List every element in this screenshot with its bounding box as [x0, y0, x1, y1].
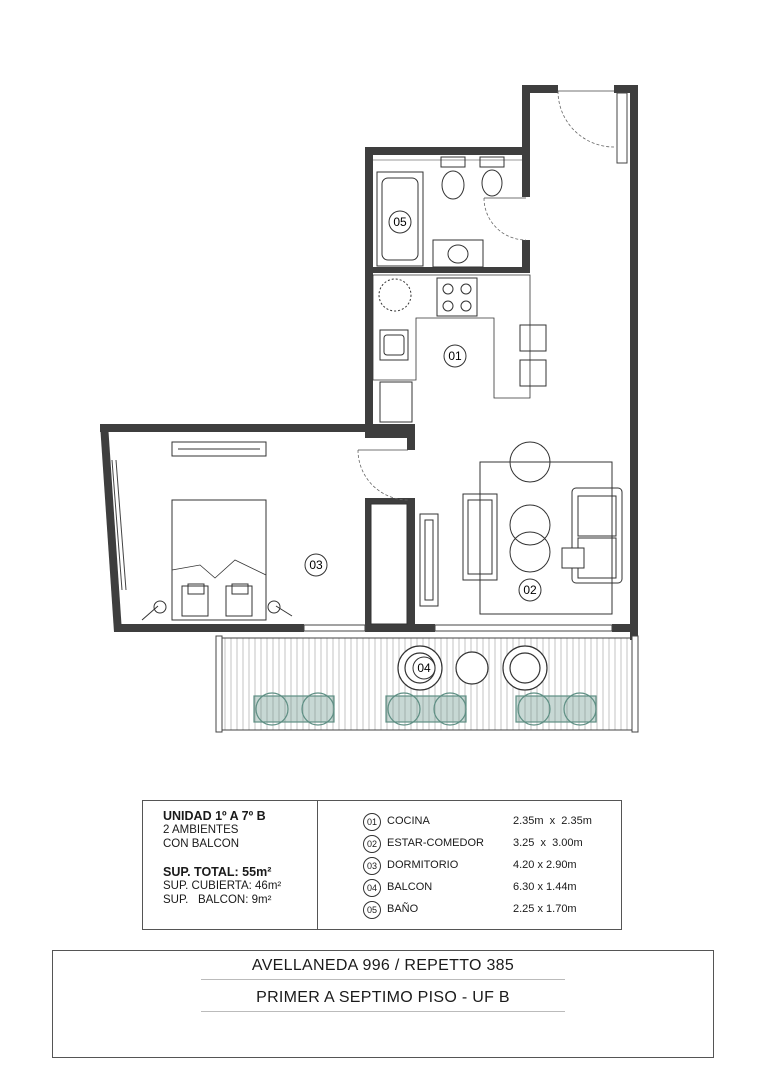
address-underline	[201, 979, 565, 980]
room-dims: 4.20 x 2.90m	[513, 859, 577, 871]
unit-title: UNIDAD 1º A 7º B	[163, 809, 266, 823]
room-row	[363, 879, 613, 901]
wall-bath-south	[373, 267, 530, 273]
unit-type: 2 AMBIENTES	[163, 824, 239, 836]
room-label-03: 03	[309, 558, 323, 572]
room-name: BAÑO	[387, 903, 419, 915]
fridge	[380, 382, 412, 422]
room-dims: 2.25 x 1.70m	[513, 903, 577, 915]
room-label-01: 01	[448, 349, 462, 363]
wall-bath-east	[522, 155, 530, 197]
toilet	[441, 157, 465, 167]
kitchen-round-unit	[379, 279, 411, 311]
room-label-05: 05	[393, 215, 407, 229]
room-number: 01	[363, 813, 381, 831]
room-name: BALCON	[387, 881, 433, 893]
address-box	[52, 950, 714, 1058]
stool-2	[520, 360, 546, 386]
room-name: ESTAR-COMEDOR	[387, 837, 484, 849]
balcony-table	[456, 652, 488, 684]
floors-underline	[201, 1011, 565, 1012]
stool-1	[520, 325, 546, 351]
tv-unit	[420, 514, 438, 606]
wall-south-bedroom	[114, 624, 304, 632]
wall-north-bedroom	[100, 424, 373, 432]
wall-bedroom-east-2	[407, 498, 415, 632]
wall-west-bedroom	[100, 424, 122, 632]
room-row	[363, 813, 613, 835]
wall-south-east	[612, 624, 638, 632]
wall-west-kitchen	[365, 147, 373, 431]
cooktop	[437, 278, 477, 316]
room-number: 05	[363, 901, 381, 919]
planters	[254, 693, 596, 725]
room-dims: 2.35m x 2.35m	[513, 815, 592, 827]
unit-covered-area: SUP. CUBIERTA: 46m²	[163, 880, 282, 892]
room-label-02: 02	[523, 583, 537, 597]
wall-bedroom-kitchen	[365, 424, 415, 438]
bidet	[480, 157, 504, 167]
wall-corridor-west	[522, 85, 530, 147]
unit-balcony: CON BALCON	[163, 838, 240, 850]
info-divider	[317, 801, 318, 929]
room-row	[363, 857, 613, 879]
closet	[371, 504, 407, 624]
room-dims: 3.25 x 3.00m	[513, 837, 583, 849]
wall-south-mid	[365, 624, 435, 632]
unit-summary	[163, 809, 281, 907]
room-label-04: 04	[417, 661, 431, 675]
room-name: COCINA	[387, 815, 430, 827]
room-labels	[305, 211, 541, 679]
wall-bedroom-east	[407, 438, 415, 450]
wall-north-bath	[365, 147, 530, 155]
walls	[100, 85, 638, 640]
unit-balcony-area: SUP. BALCON: 9m²	[163, 894, 272, 906]
wall-east	[630, 85, 638, 640]
wall-closet-top	[365, 498, 415, 504]
room-number: 04	[363, 879, 381, 897]
floors-line: PRIMER A SEPTIMO PISO - UF B	[256, 989, 510, 1006]
unit-info-box	[142, 800, 622, 930]
room-list	[363, 813, 613, 923]
room-row	[363, 835, 613, 857]
room-number: 03	[363, 857, 381, 875]
balcony	[216, 636, 638, 732]
room-number: 02	[363, 835, 381, 853]
address-line: AVELLANEDA 996 / REPETTO 385	[251, 957, 515, 974]
room-row	[363, 901, 613, 923]
side-table	[562, 548, 584, 568]
unit-total-area: SUP. TOTAL: 55m²	[163, 865, 272, 879]
wall-north-corridor-2	[614, 85, 638, 93]
room-name: DORMITORIO	[387, 859, 459, 871]
wall-closet-west	[365, 498, 371, 632]
room-dims: 6.30 x 1.44m	[513, 881, 577, 893]
wall-bath-east-2	[522, 240, 530, 270]
